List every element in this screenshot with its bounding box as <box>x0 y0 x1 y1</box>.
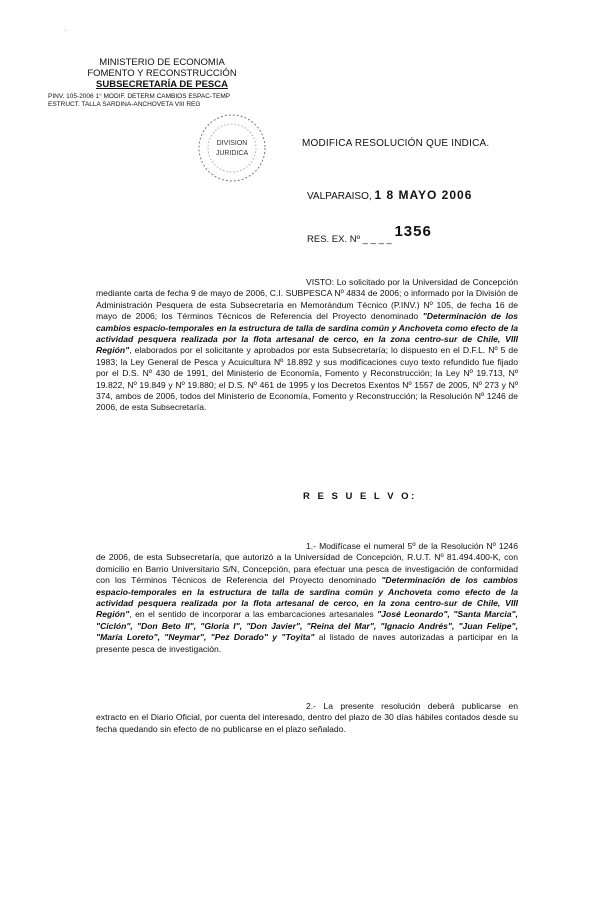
subject-reference: MODIFICA RESOLUCIÓN QUE INDICA. <box>302 138 490 149</box>
item-1-boat-names: "José Leonardo", "Santa Marcia", "Ciclón", "Don Beto II", "Gloria I", "Don Javier", "Reina del Mar", "Ignacio Andrés", "Juan Felipe", "María Loreto", "Neymar", "Pez Dorado" y "Toyita" <box>96 609 518 643</box>
ministry-line: MINISTERIO DE ECONOMIA <box>99 57 225 68</box>
date-handwritten: 1 8 MAYO 2006 <box>374 188 473 202</box>
item-1-tail: al listado de naves autorizadas a participar en la presente pesca de investigación. <box>96 632 518 654</box>
item-1-project-title: "Determinación de los cambios espacio-temporales en la estructura de talla de sardina común y Anchoveta como efecto de la actividad pesquera realizada por la flota artesanal de cerco, en la zona centro-sur de Chile, VIII Región" <box>96 575 519 620</box>
resolution-label: RES. EX. Nº <box>307 234 361 245</box>
visto-label: VISTO: <box>306 277 335 287</box>
visto-lead: Lo solicitado por la Universidad de Concepción mediante carta de fecha 9 de mayo de 2006, C.I. SUBPESCA Nº 4834 de 2006; o informado por la División de Administración Pesquera de esta Subsecretaría en Memorándum Técnico (P.INV.) Nº 105, de fecha 16 de mayo de 2006; los Términos Técnicos de Referencia del Proyecto denominado <box>96 277 518 322</box>
item-2-label: 2.- <box>306 701 317 711</box>
visto-paragraph <box>96 277 518 414</box>
date-line <box>307 188 472 202</box>
corner-mark: ˈ <box>64 30 67 37</box>
item-1-lead: Modifícase el numeral 5º de la Resolución Nº 1246 de 2006, de esta Subsecretaría, que autorizó a la Universidad de Concepción, R.U.T. Nº 81.494.400-K, con domicilio en Barrio Universitario S/N, Concepción, para efectuar una pesca de investigación de conformidad con los Términos Técnicos de Referencia del Proyecto denominado <box>96 541 518 586</box>
letterhead <box>72 57 252 90</box>
seal-text-1: DIVISION <box>216 140 248 147</box>
visto-rest: , elaborados por el solicitante y aprobados por esta Subsecretaría; lo dispuesto en el D.F.L. Nº 5 de 1983; la Ley General de Pesca y Acuicultura Nº 18.892 y sus modificaciones cuyo texto refundido fue fijado por el D.S. Nº 430 de 1991, del Ministerio de Economía, Fomento y Reconstrucción; la Ley Nº 19.713, Nº 19.822, Nº 19.849 y Nº 19.880; el D.S. Nº 461 de 1995 y los Decretos Exentos Nº 1557 de 2005, Nº 273 y Nº 374, ambos de 2006, todos del Ministerio de Economía, Fomento y Reconstrucción; la Resolución Nº 1246 de 2006, de esta Subsecretaría. <box>96 345 518 413</box>
resuelvo-heading: R E S U E L V O: <box>303 491 417 502</box>
stamp-seal <box>196 112 268 184</box>
seal-text-2: JURIDICA <box>215 150 249 157</box>
ministry-line-2: FOMENTO Y RECONSTRUCCIÓN <box>87 68 237 79</box>
pinv-line-1: PINV. 105-2006 1° MODIF. DETERM CAMBIOS ESPAC-TEMP <box>48 93 231 100</box>
visto-project-title: "Determinación de los cambios espacio-temporales en la estructura de talla de sardina común y Anchoveta como efecto de la actividad pesquera realizada por la flota artesanal de cerco, en la zona centro-sur de Chile, VIII Región" <box>96 311 518 356</box>
item-1-label: 1.- <box>306 541 317 551</box>
date-city: VALPARAISO, <box>307 191 372 202</box>
item-2-text: La presente resolución deberá publicarse en extracto en el Diario Oficial, por cuenta del interesado, dentro del plazo de 30 días hábiles contados desde su fecha quedando sin efecto de no publicarse en el plazo señalado. <box>96 701 518 734</box>
resolution-number-line: RES. EX. Nº _ _ _ _ 1356 <box>307 223 432 245</box>
file-reference <box>48 93 278 109</box>
subsecretaria-line: SUBSECRETARÍA DE PESCA <box>96 79 228 90</box>
item-1-mid: , en el sentido de incorporar a las embarcaciones artesanales <box>129 609 378 620</box>
item-2-paragraph <box>96 701 518 735</box>
pinv-line-2: ESTRUCT. TALLA SARDINA-ANCHOVETA VIII REG <box>48 101 201 108</box>
item-1-paragraph <box>96 541 518 655</box>
resolution-number: 1356 <box>394 223 432 240</box>
